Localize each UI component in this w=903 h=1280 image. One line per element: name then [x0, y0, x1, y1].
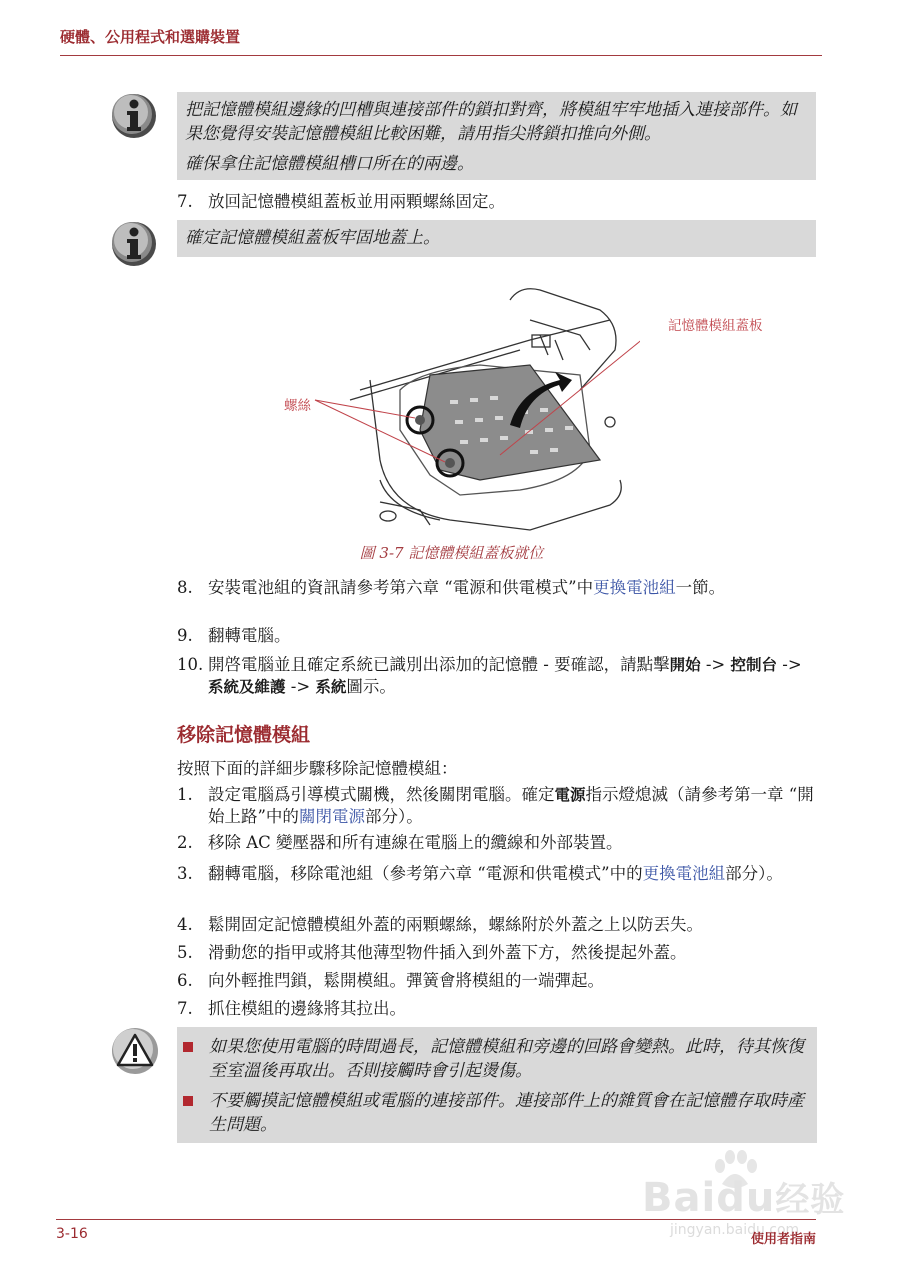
watermark-url: jingyan.baidu.com: [670, 1222, 800, 1238]
section-intro: 按照下面的詳細步驟移除記憶體模組：: [177, 759, 458, 778]
info-note: [177, 220, 816, 257]
item-text: 翻轉電腦，移除電池組（參考第六章 “電源和供電模式”中的更換電池組部分）。: [208, 864, 783, 883]
page-number: 3-16: [56, 1226, 88, 1242]
item-number: 1.: [177, 785, 193, 804]
footer-title: 使用者指南: [750, 1232, 816, 1247]
info-note: [177, 92, 816, 180]
note-text: 把記憶體模組邊緣的凹槽與連接部件的鎖扣對齊，將模組牢牢地插入連接部件。如果您覺得安裝記憶體模組比較困難，請用指尖將鎖扣推向外側。: [185, 100, 797, 144]
item-number: 10.: [177, 655, 204, 674]
item-number: 6.: [177, 971, 193, 990]
running-header: 硬體、公用程式和選購裝置: [60, 26, 822, 56]
item-number: 2.: [177, 833, 193, 852]
bullet-square: [183, 1042, 193, 1052]
item-number: 4.: [177, 915, 193, 934]
figure-label-cover: 記憶體模組蓋板: [668, 318, 763, 334]
item-text: 安裝電池組的資訊請參考第六章 “電源和供電模式”中更換電池組一節。: [208, 578, 726, 597]
item-number: 5.: [177, 943, 193, 962]
item-text: 開啓電腦並且確定系統已識別出添加的記憶體 - 要確認，請點擊開始 -> 控制台 -> 系統及維護 -> 系統圖示。: [208, 655, 802, 696]
item-text: 移除 AC 變壓器和所有連線在電腦上的纜線和外部裝置。: [208, 833, 623, 852]
info-icon: [110, 220, 158, 268]
warning-text: 不要觸摸記憶體模組或電腦的連接部件。連接部件上的雜質會在記憶體存取時產生問題。: [209, 1091, 804, 1135]
item-number: 9.: [177, 626, 193, 645]
note-text: 確定記憶體模組蓋板牢固地蓋上。: [185, 228, 440, 248]
figure-caption: 圖 3-7 記憶體模組蓋板就位: [359, 544, 544, 562]
memory-cover-illustration: [280, 280, 640, 538]
note-text: 確保拿住記憶體模組槽口所在的兩邊。: [185, 154, 474, 174]
battery-link[interactable]: 更換電池組: [593, 578, 676, 597]
info-icon: [110, 92, 158, 140]
item-text: 翻轉電腦。: [208, 626, 291, 645]
warning-text: 如果您使用電腦的時間過長，記憶體模組和旁邊的回路會變熱。此時，待其恢復至室溫後再取出。否則接觸時會引起燙傷。: [209, 1037, 804, 1081]
watermark-brand-left: Bai: [642, 1175, 717, 1221]
item-text: 放回記憶體模組蓋板並用兩顆螺絲固定。: [208, 192, 505, 211]
item-number: 3.: [177, 864, 193, 883]
warning-icon: [110, 1027, 160, 1075]
battery-link[interactable]: 更換電池組: [642, 864, 726, 883]
item-number: 8.: [177, 578, 193, 597]
item-number: 7.: [177, 192, 193, 211]
watermark-brand-cn: 经验: [775, 1180, 846, 1220]
item-text: 向外輕推閂鎖，鬆開模組。彈簧會將模組的一端彈起。: [208, 971, 604, 990]
bullet-square: [183, 1096, 193, 1106]
warning-note: [177, 1027, 817, 1143]
item-text: 抓住模組的邊緣將其拉出。: [208, 999, 406, 1018]
item-text: 設定電腦爲引導模式關機，然後關閉電腦。確定電源指示燈熄滅（請參考第一章 “開始上路”中的關閉電源部分）。: [208, 785, 814, 826]
item-number: 7.: [177, 999, 193, 1018]
section-title: 移除記憶體模組: [177, 724, 311, 746]
power-off-link[interactable]: 關閉電源: [298, 807, 365, 826]
watermark-brand-right: du: [716, 1175, 776, 1221]
item-text: 鬆開固定記憶體模組外蓋的兩顆螺絲，螺絲附於外蓋之上以防丟失。: [208, 915, 703, 934]
figure-label-screws: 螺絲: [284, 398, 311, 414]
item-text: 滑動您的指甲或將其他薄型物件插入到外蓋下方，然後提起外蓋。: [208, 943, 687, 962]
